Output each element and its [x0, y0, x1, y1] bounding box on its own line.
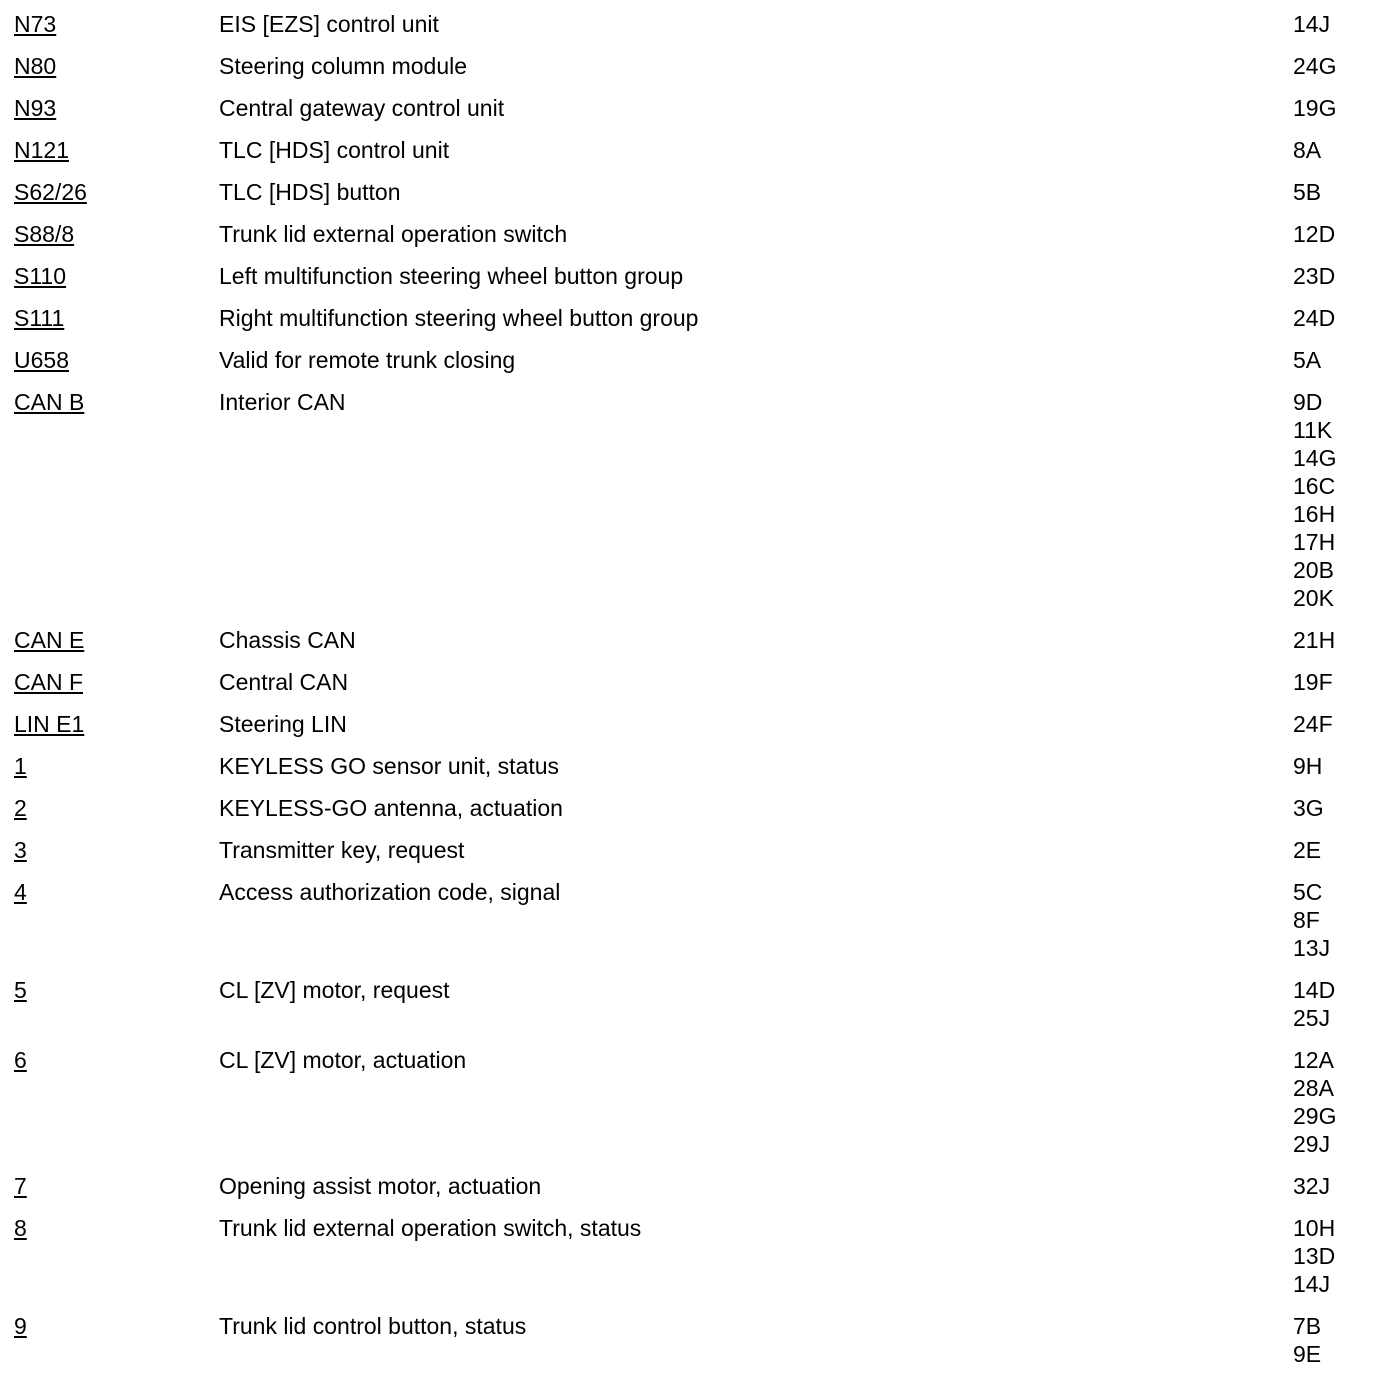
- grid-reference-list: [1293, 1046, 1336, 1158]
- grid-reference: 7B: [1293, 1313, 1322, 1339]
- component-description: Trunk lid external operation switch, status: [219, 1215, 642, 1241]
- grid-reference-list: [1293, 304, 1335, 332]
- component-description: Chassis CAN: [219, 627, 356, 653]
- grid-reference: 14G: [1293, 445, 1337, 471]
- component-code-link[interactable]: U658: [14, 347, 69, 373]
- grid-reference: 10H: [1293, 1215, 1336, 1241]
- legend-row: [0, 878, 1376, 976]
- grid-reference: 11K: [1293, 417, 1333, 443]
- grid-reference: 16C: [1293, 473, 1336, 499]
- grid-reference: 2E: [1293, 837, 1322, 863]
- component-code-link[interactable]: N80: [14, 53, 57, 79]
- grid-reference: 8F: [1293, 907, 1320, 933]
- grid-reference-list: [1293, 836, 1321, 864]
- grid-reference-list: [1293, 976, 1335, 1032]
- grid-reference: 19G: [1293, 95, 1337, 121]
- grid-reference-list: [1293, 1214, 1335, 1298]
- component-description: Access authorization code, signal: [219, 879, 561, 905]
- component-description: Central gateway control unit: [219, 95, 505, 121]
- grid-reference: 24D: [1293, 305, 1336, 331]
- grid-reference: 14D: [1293, 977, 1336, 1003]
- legend-row: [0, 178, 1376, 220]
- component-description: EIS [EZS] control unit: [219, 11, 439, 37]
- grid-reference-list: [1293, 668, 1333, 696]
- grid-reference: 24F: [1293, 711, 1333, 737]
- grid-reference: 5B: [1293, 179, 1322, 205]
- grid-reference: 32J: [1293, 1173, 1331, 1199]
- component-code-link[interactable]: 4: [14, 879, 27, 905]
- grid-reference: 14J: [1293, 1271, 1331, 1297]
- component-code-link[interactable]: 8: [14, 1215, 27, 1241]
- component-description: KEYLESS-GO antenna, actuation: [219, 795, 563, 821]
- grid-reference: 21H: [1293, 627, 1336, 653]
- grid-reference-list: [1293, 794, 1324, 822]
- grid-reference: 5A: [1293, 347, 1322, 373]
- grid-reference: 20B: [1293, 557, 1334, 583]
- legend-row: [0, 626, 1376, 668]
- grid-reference-list: [1293, 220, 1335, 248]
- component-code-link[interactable]: S111: [14, 305, 65, 331]
- legend-row: [0, 794, 1376, 836]
- component-description: Right multifunction steering wheel button group: [219, 305, 699, 331]
- grid-reference: 12A: [1293, 1047, 1334, 1073]
- component-code-link[interactable]: S110: [14, 263, 67, 289]
- component-code-link[interactable]: 5: [14, 977, 27, 1003]
- grid-reference: 29J: [1293, 1131, 1331, 1157]
- legend-row: [0, 1172, 1376, 1214]
- legend-row: [0, 304, 1376, 346]
- legend-row: [0, 1312, 1376, 1382]
- component-description: KEYLESS GO sensor unit, status: [219, 753, 560, 779]
- legend-row: [0, 1046, 1376, 1172]
- legend-row: [0, 1214, 1376, 1312]
- grid-reference: 9E: [1293, 1341, 1322, 1367]
- component-code-link[interactable]: S62/26: [14, 179, 87, 205]
- grid-reference-list: [1293, 1312, 1321, 1368]
- legend-row: [0, 710, 1376, 752]
- component-description: CL [ZV] motor, request: [219, 977, 450, 1003]
- grid-reference: 25J: [1293, 1005, 1331, 1031]
- legend-row: [0, 262, 1376, 304]
- component-code-link[interactable]: LIN E1: [14, 711, 85, 737]
- component-description: Valid for remote trunk closing: [219, 347, 516, 373]
- component-description: Steering column module: [219, 53, 468, 79]
- component-description: Opening assist motor, actuation: [219, 1173, 542, 1199]
- grid-reference-list: [1293, 10, 1330, 38]
- grid-reference-list: [1293, 136, 1321, 164]
- grid-reference: 24G: [1293, 53, 1337, 79]
- component-code-link[interactable]: 1: [14, 753, 27, 779]
- grid-reference: 13D: [1293, 1243, 1336, 1269]
- legend-row: [0, 220, 1376, 262]
- component-code-link[interactable]: S88/8: [14, 221, 75, 247]
- legend-row: [0, 10, 1376, 52]
- component-code-link[interactable]: CAN B: [14, 389, 85, 415]
- grid-reference: 3G: [1293, 795, 1324, 821]
- legend-row: [0, 388, 1376, 626]
- grid-reference: 17H: [1293, 529, 1336, 555]
- grid-reference: 23D: [1293, 263, 1336, 289]
- grid-reference: 9H: [1293, 753, 1323, 779]
- grid-reference: 20K: [1293, 585, 1334, 611]
- grid-reference: 13J: [1293, 935, 1331, 961]
- component-code-link[interactable]: 9: [14, 1313, 27, 1339]
- legend-row: [0, 836, 1376, 878]
- component-description: Transmitter key, request: [219, 837, 465, 863]
- component-code-link[interactable]: N93: [14, 95, 57, 121]
- component-description: TLC [HDS] button: [219, 179, 401, 205]
- legend-row: [0, 94, 1376, 136]
- grid-reference-list: [1293, 178, 1321, 206]
- grid-reference-list: [1293, 710, 1333, 738]
- grid-reference-list: [1293, 878, 1330, 962]
- component-description: Central CAN: [219, 669, 349, 695]
- grid-reference-list: [1293, 1172, 1330, 1200]
- legend-row: [0, 976, 1376, 1046]
- component-description: Interior CAN: [219, 389, 346, 415]
- grid-reference-list: [1293, 388, 1336, 612]
- legend-row: [0, 136, 1376, 178]
- component-description: Left multifunction steering wheel button group: [219, 263, 684, 289]
- grid-reference: 12D: [1293, 221, 1336, 247]
- component-code-link[interactable]: 2: [14, 795, 27, 821]
- grid-reference-list: [1293, 262, 1335, 290]
- grid-reference: 19F: [1293, 669, 1333, 695]
- component-description: CL [ZV] motor, actuation: [219, 1047, 467, 1073]
- legend-row: [0, 346, 1376, 388]
- component-code-link[interactable]: 6: [14, 1047, 27, 1073]
- component-description: Steering LIN: [219, 711, 347, 737]
- grid-reference: 29G: [1293, 1103, 1337, 1129]
- grid-reference: 9D: [1293, 389, 1323, 415]
- component-code-link[interactable]: N73: [14, 11, 57, 37]
- grid-reference: 5C: [1293, 879, 1323, 905]
- grid-reference: 8A: [1293, 137, 1322, 163]
- grid-reference: 16H: [1293, 501, 1336, 527]
- grid-reference-list: [1293, 752, 1322, 780]
- grid-reference: 14J: [1293, 11, 1331, 37]
- component-code-link[interactable]: 3: [14, 837, 27, 863]
- component-code-link[interactable]: N121: [14, 137, 69, 163]
- grid-reference-list: [1293, 94, 1336, 122]
- grid-reference-list: [1293, 346, 1321, 374]
- component-code-link[interactable]: CAN E: [14, 627, 85, 653]
- component-legend-table: [0, 10, 1376, 1382]
- legend-row: [0, 668, 1376, 710]
- grid-reference-list: [1293, 52, 1336, 80]
- component-code-link[interactable]: CAN F: [14, 669, 83, 695]
- component-description: Trunk lid external operation switch: [219, 221, 568, 247]
- legend-row: [0, 752, 1376, 794]
- grid-reference: 28A: [1293, 1075, 1334, 1101]
- component-description: Trunk lid control button, status: [219, 1313, 527, 1339]
- component-code-link[interactable]: 7: [14, 1173, 27, 1199]
- legend-row: [0, 52, 1376, 94]
- grid-reference-list: [1293, 626, 1335, 654]
- component-description: TLC [HDS] control unit: [219, 137, 450, 163]
